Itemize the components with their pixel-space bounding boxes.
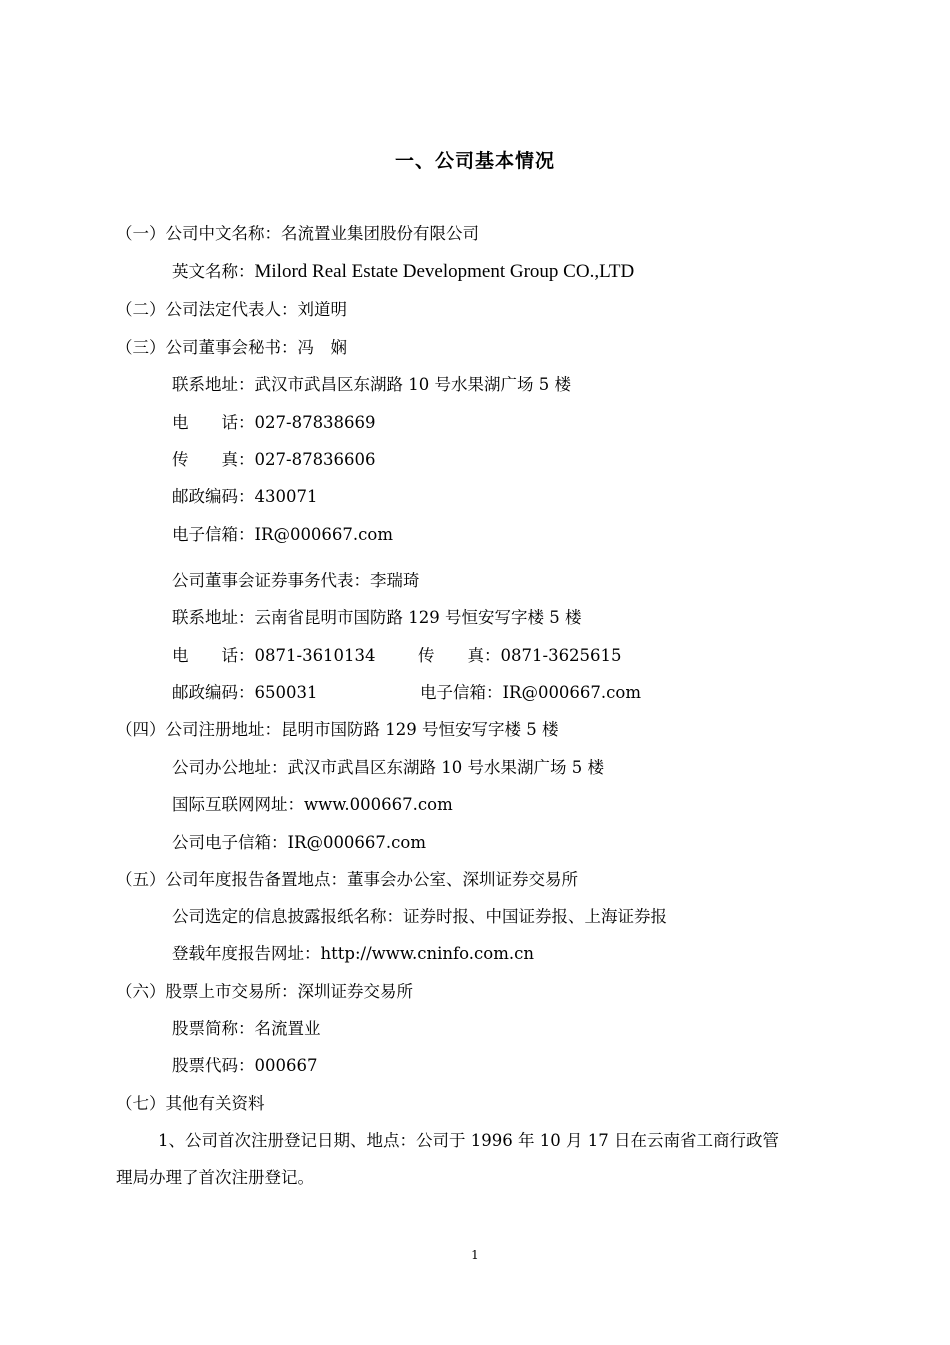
page-number: 1	[471, 1248, 479, 1262]
section-title: 一、公司基本情况	[394, 150, 555, 172]
legal-representative: （二）公司法定代表人：刘道明	[116, 300, 347, 319]
representative-fax: 传 真：0871-3625615	[418, 646, 622, 665]
fax-label: 传 真：	[172, 450, 255, 469]
registration-info-line-1: 1、公司首次注册登记日期、地点：公司于 1996 年 10 月 17 日在云南省工商行政管	[158, 1131, 779, 1150]
representative-email: 电子信箱：IR@000667.com	[420, 683, 641, 702]
stock-exchange: （六）股票上市交易所：深圳证券交易所	[116, 982, 413, 1001]
company-english-name	[172, 260, 634, 284]
stock-abbreviation: 股票简称：名流置业	[172, 1019, 321, 1038]
english-name-value: Milord Real Estate Development Group CO.,LTD	[254, 261, 635, 282]
secretary-zip: 邮政编码：430071	[172, 487, 318, 506]
representative-zip: 邮政编码：650031	[172, 683, 318, 702]
tel-value: 027-87838669	[254, 413, 376, 432]
company-email: 公司电子信箱：IR@000667.com	[172, 833, 426, 852]
fax-value: 027-87836606	[254, 450, 376, 469]
company-chinese-name: （一）公司中文名称：名流置业集团股份有限公司	[116, 224, 479, 243]
office-address: 公司办公地址：武汉市武昌区东湖路 10 号水果湖广场 5 楼	[172, 758, 604, 777]
disclosure-newspapers: 公司选定的信息披露报纸名称：证券时报、中国证券报、上海证券报	[172, 907, 667, 926]
registration-info-line-2: 理局办理了首次注册登记。	[116, 1168, 314, 1187]
report-location: （五）公司年度报告备置地点：董事会办公室、深圳证券交易所	[116, 870, 578, 889]
report-website: 登载年度报告网址：http://www.cninfo.com.cn	[172, 944, 534, 963]
other-info-heading: （七）其他有关资料	[116, 1094, 265, 1113]
registered-address: （四）公司注册地址：昆明市国防路 129 号恒安写字楼 5 楼	[116, 720, 559, 739]
board-secretary: （三）公司董事会秘书：冯 娴	[116, 338, 347, 357]
english-name-label: 英文名称：	[172, 262, 255, 281]
website: 国际互联网网址：www.000667.com	[172, 795, 453, 814]
secretary-address: 联系地址：武汉市武昌区东湖路 10 号水果湖广场 5 楼	[172, 375, 571, 394]
tel-label: 电 话：	[172, 413, 255, 432]
secretary-fax	[172, 448, 376, 472]
secretary-email: 电子信箱：IR@000667.com	[172, 525, 393, 544]
representative-address: 联系地址：云南省昆明市国防路 129 号恒安写字楼 5 楼	[172, 608, 582, 627]
representative-telephone: 电 话：0871-3610134	[172, 646, 376, 665]
stock-code: 股票代码：000667	[172, 1056, 318, 1075]
secretary-telephone	[172, 411, 376, 435]
securities-representative: 公司董事会证券事务代表：李瑞琦	[172, 571, 420, 590]
